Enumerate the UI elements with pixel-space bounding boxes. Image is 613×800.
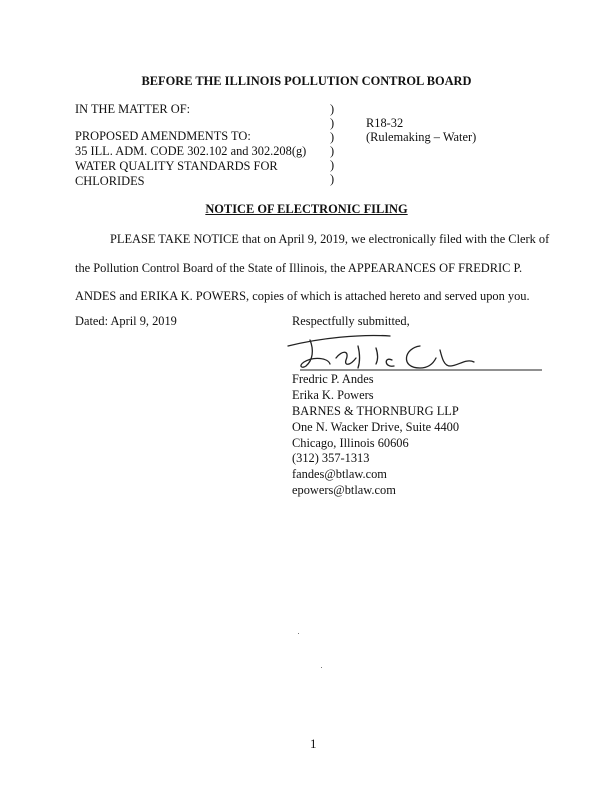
page-number: 1 xyxy=(310,736,317,751)
caption-proposed: PROPOSED AMENDMENTS TO: xyxy=(75,129,251,143)
scan-speck xyxy=(298,633,299,634)
caption-paren: ) xyxy=(330,172,335,186)
notice-heading: NOTICE OF ELECTRONIC FILING xyxy=(205,202,408,216)
caption-paren: ) xyxy=(330,130,335,144)
notice-line-1: PLEASE TAKE NOTICE that on April 9, 2019, we electronically filed with the Clerk of xyxy=(110,232,550,246)
email-andes: fandes@btlaw.com xyxy=(292,467,387,481)
email-powers: epowers@btlaw.com xyxy=(292,483,396,497)
caption-paren: ) xyxy=(330,144,335,158)
caption-paren: ) xyxy=(330,102,335,116)
signer-andes: Fredric P. Andes xyxy=(292,372,374,386)
notice-line-3: ANDES and ERIKA K. POWERS, copies of which is attached hereto and served upon you. xyxy=(75,289,530,303)
caption-code: 35 ILL. ADM. CODE 302.102 and 302.208(g) xyxy=(75,144,307,158)
signer-powers: Erika K. Powers xyxy=(292,388,374,402)
caption-paren: ) xyxy=(330,158,335,172)
closing-text: Respectfully submitted, xyxy=(292,314,410,328)
caption-paren: ) xyxy=(330,116,335,130)
page-title: BEFORE THE ILLINOIS POLLUTION CONTROL BOARD xyxy=(141,74,472,88)
scan-speck xyxy=(321,667,322,668)
firm-city: Chicago, Illinois 60606 xyxy=(292,436,409,450)
docket-subject: (Rulemaking – Water) xyxy=(366,130,477,144)
firm-name: BARNES & THORNBURG LLP xyxy=(292,404,459,418)
firm-address: One N. Wacker Drive, Suite 4400 xyxy=(292,420,460,434)
handwritten-signature xyxy=(280,328,550,374)
caption-standards: WATER QUALITY STANDARDS FOR xyxy=(75,159,278,173)
caption-chlorides: CHLORIDES xyxy=(75,174,145,188)
docket-number: R18-32 xyxy=(366,116,404,130)
notice-line-2: the Pollution Control Board of the State of Illinois, the APPEARANCES OF FREDRIC P. xyxy=(75,261,523,275)
dated-line: Dated: April 9, 2019 xyxy=(75,314,177,328)
firm-phone: (312) 357-1313 xyxy=(292,451,370,465)
caption-matter: IN THE MATTER OF: xyxy=(75,102,191,116)
